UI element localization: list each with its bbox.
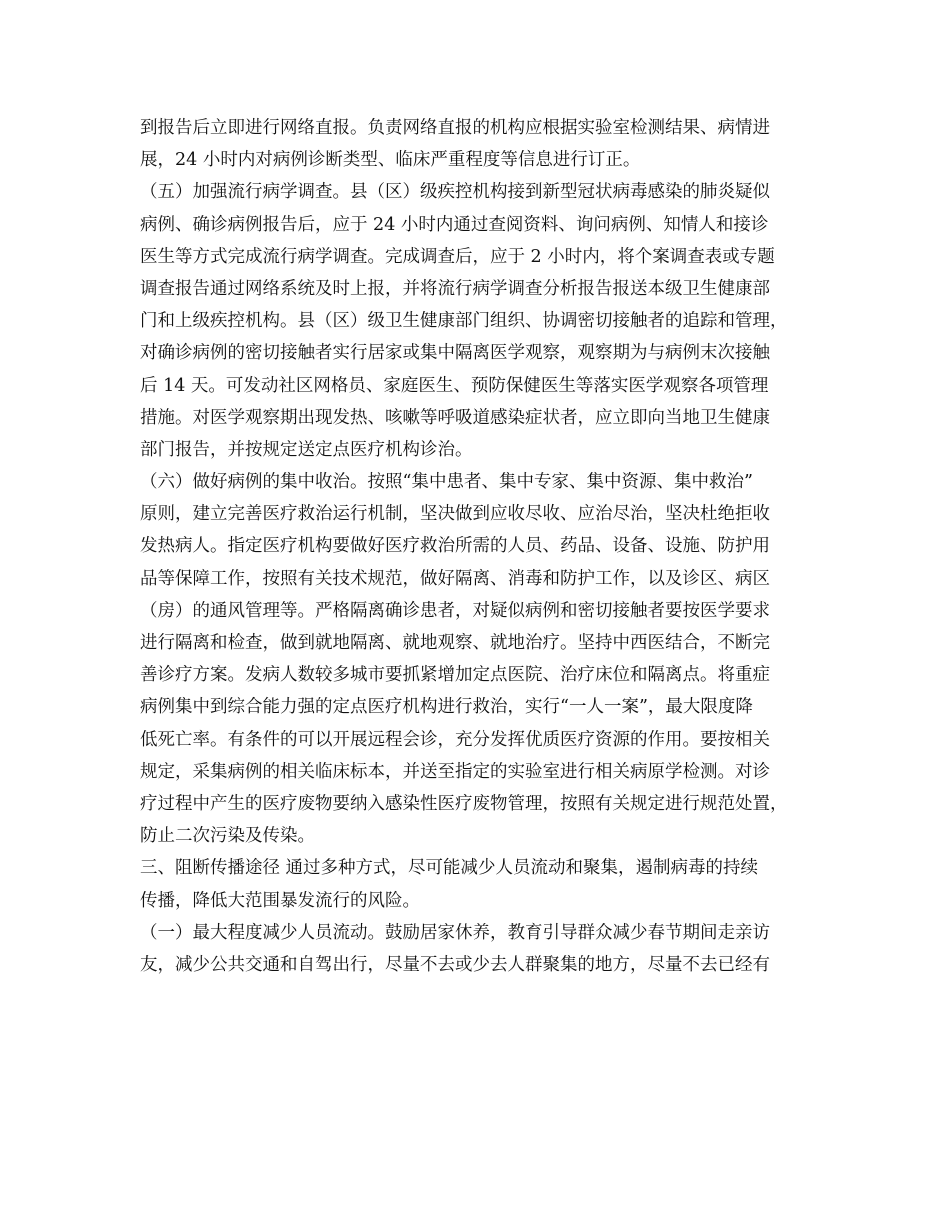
text-line-9: 后 14 天。可发动社区网格员、家庭医生、预防保健医生等落实医学观察各项管理 [140,375,769,396]
text-line-25: 传播，降低大范围暴发流行的风险。 [140,890,420,911]
text-line-3: （五）加强流行病学调查。县（区）级疾控机构接到新型冠状病毒感染的肺炎疑似 [140,182,770,203]
text-line-24: 三、阻断传播途径 通过多种方式，尽可能减少人员流动和聚集，遏制病毒的持续 [140,858,759,879]
text-line-18: 善诊疗方案。发病人数较多城市要抓紧增加定点医院、治疗床位和隔离点。将重症 [140,665,770,686]
text-line-17: 进行隔离和检查，做到就地隔离、就地观察、就地治疗。坚持中西医结合，不断完 [140,633,770,653]
text-line-2: 展，24 小时内对病例诊断类型、临床严重程度等信息进行订正。 [140,150,641,171]
text-line-1: 到报告后立即进行网络直报。负责网络直报的机构应根据实验室检测结果、病情进 [140,118,770,138]
text-line-7: 门和上级疾控机构。县（区）级卫生健康部门组织、协调密切接触者的追踪和管理， [140,311,788,332]
text-line-5: 医生等方式完成流行病学调查。完成调查后，应于 2 小时内，将个案调查表或专题 [140,246,775,267]
text-line-16: （房）的通风管理等。严格隔离确诊患者，对疑似病例和密切接触者要按医学要求 [140,600,770,621]
text-line-11: 部门报告，并按规定送定点医疗机构诊治。 [140,439,473,460]
text-line-14: 发热病人。指定医疗机构要做好医疗救治所需的人员、药品、设备、设施、防护用 [140,536,770,557]
text-line-23: 防止二次污染及传染。 [140,826,315,847]
body-text [140,112,830,981]
text-line-6: 调查报告通过网络系统及时上报，并将流行病学调查分析报告报送本级卫生健康部 [140,278,770,299]
text-line-26: （一）最大程度减少人员流动。鼓励居家休养，教育引导群众减少春节期间走亲访 [140,922,770,943]
text-line-10: 措施。对医学观察期出现发热、咳嗽等呼吸道感染症状者，应立即向当地卫生健康 [140,407,770,428]
text-line-15: 品等保障工作，按照有关技术规范，做好隔离、消毒和防护工作，以及诊区、病区 [140,568,770,589]
text-line-19: 病例集中到综合能力强的定点医疗机构进行救治，实行“一人一案”，最大限度降 [140,697,753,718]
text-line-4: 病例、确诊病例报告后，应于 24 小时内通过查阅资料、询问病例、知情人和接诊 [140,214,769,235]
text-line-22: 疗过程中产生的医疗废物要纳入感染性医疗废物管理，按照有关规定进行规范处置， [140,793,788,814]
text-line-27: 友，减少公共交通和自驾出行，尽量不去或少去人群聚集的地方，尽量不去已经有 [140,954,770,975]
text-line-21: 规定，采集病例的相关临床标本，并送至指定的实验室进行相关病原学检测。对诊 [140,761,770,782]
text-line-12: （六）做好病例的集中收治。按照“集中患者、集中专家、集中资源、集中救治” [140,472,753,493]
text-line-8: 对确诊病例的密切接触者实行居家或集中隔离医学观察，观察期为与病例末次接触 [140,343,770,364]
text-line-20: 低死亡率。有条件的可以开展远程会诊，充分发挥优质医疗资源的作用。要按相关 [140,729,770,750]
text-line-13: 原则，建立完善医疗救治运行机制，坚决做到应收尽收、应治尽治，坚决杜绝拒收 [140,504,770,525]
